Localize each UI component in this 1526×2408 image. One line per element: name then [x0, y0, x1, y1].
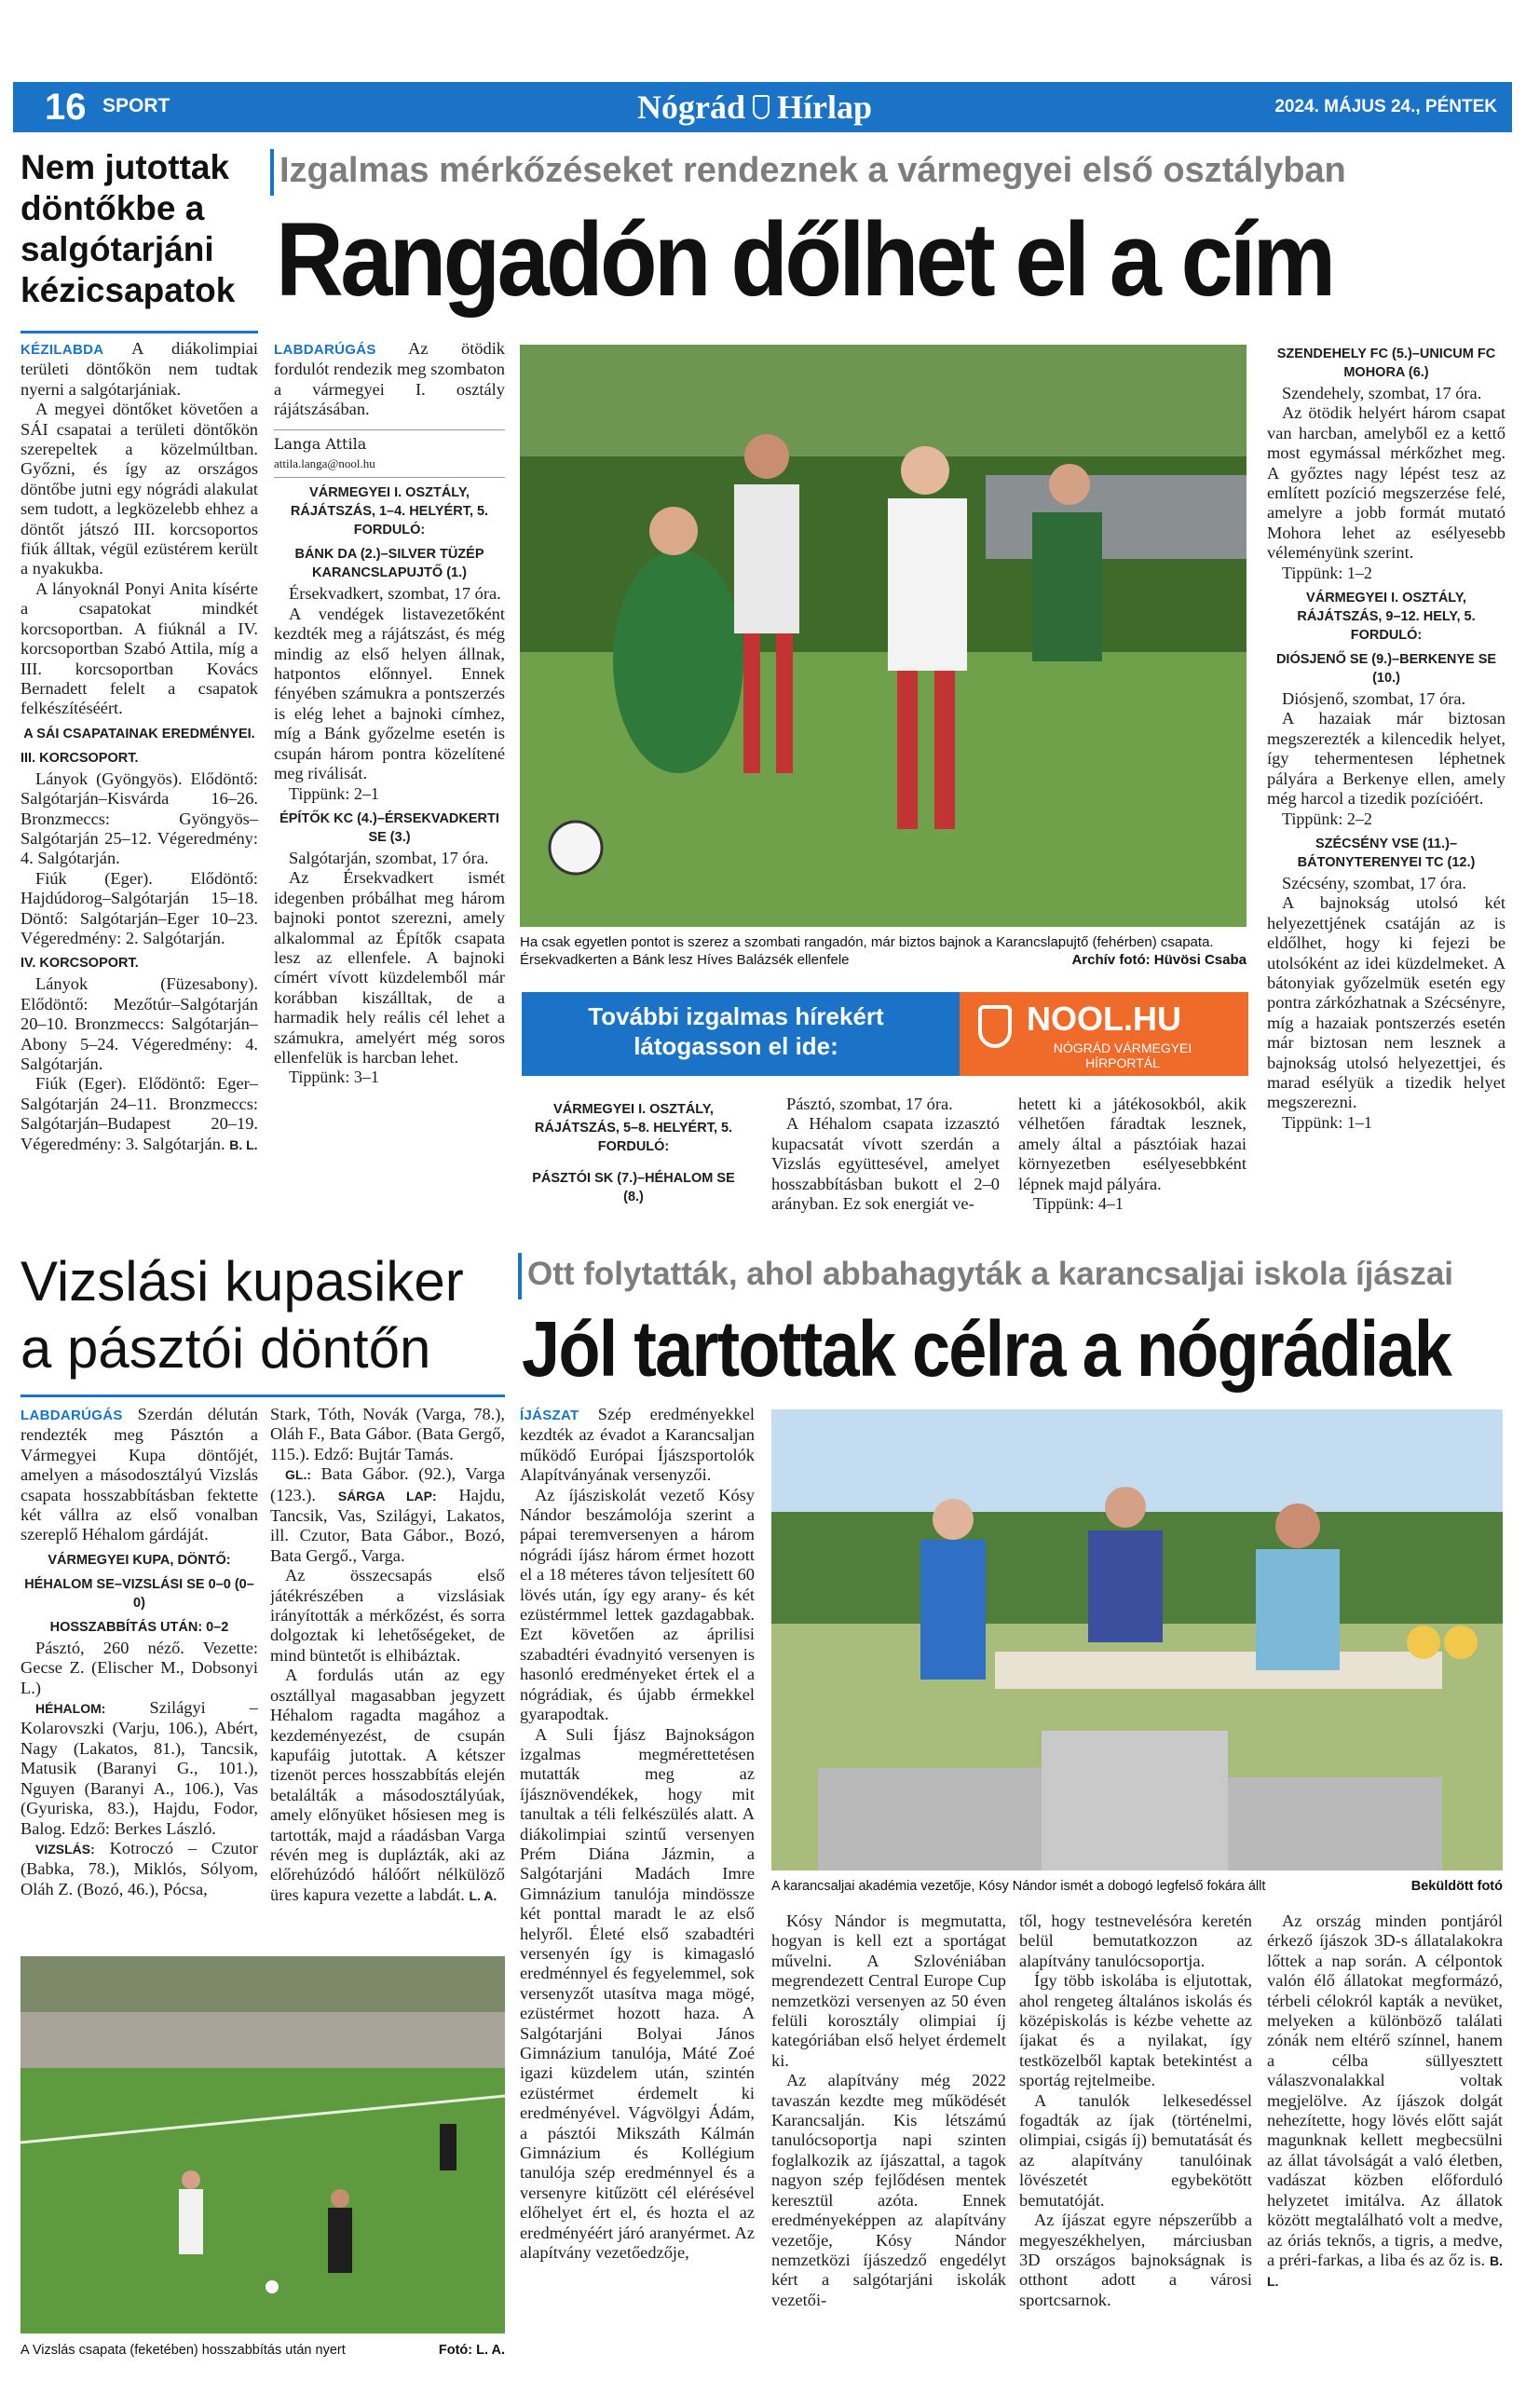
football-col2	[522, 1095, 745, 1234]
cup-kicker: LABDARÚGÁS	[20, 1408, 123, 1423]
group-title: IV. KORCSOPORT.	[20, 956, 139, 972]
ad-logo-sub: NÓGRÁD VÁRMEGYEI	[1053, 1041, 1192, 1055]
result-line: Lányok (Füzesabony). Elődöntő: Mezőtúr–Salgótarján 20–10. Bronzmeccs: Salgótarján–Abony 5–24. Végeredmény: 4. Salgótarján.	[20, 974, 258, 1073]
football-scene	[520, 345, 1247, 927]
paragraph: A bajnokság utolsó két helyezettjének csatáján az is eldőlhet, hogy ki fejezi be utolsóként az idei küzdelmeket. A bátonyiak győzelmük esetén egy pontra zárkózhatnak a Szécsényre, míg a hazaiak pontszerzés esetén már biztosan nem lesznek a bajnokság utolsó helyezettjei, és marad esélyük a tizedik helyet megszerezni.	[1267, 893, 1506, 1112]
archery-col3	[1019, 1911, 1252, 2387]
section-label: SPORT	[102, 95, 170, 116]
goals-text: Bata Gábor. (92.), Varga (123.).	[270, 1464, 505, 1504]
result-line: Fiúk (Eger). Elődöntő: Eger–Salgótarján 24–11. Bronzmeccs: Salgótarján–Budapest 20–19. Végeredmény: 3. Salgótarján.	[20, 1074, 258, 1153]
paragraph: Szendehely, szombat, 17 óra.	[1282, 384, 1482, 402]
lineup-label: VIZSLÁS:	[35, 1841, 95, 1857]
paragraph: Pásztó, szombat, 17 óra.	[786, 1095, 953, 1113]
cup-photo	[20, 1956, 505, 2333]
masthead-left: Nógrád	[637, 88, 745, 126]
paragraph: Az alapítvány még 2022 tavaszán kezdte meg működését Karancsalján. Kis létszámú tanulócsoportja napi szinten foglalkozik az íjászattal, a tagok nagyon szép fejlődésen mentek keresztül azóta. Ennek eredményeképpen az alapítvány vezetője, Kósy Nándor nemzetközi íjászedző engedélyt kért a salgótarjáni iskolák vezetői-	[771, 2071, 1006, 2309]
tip: Tippünk: 1–2	[1282, 563, 1372, 582]
paragraph: Diósjenő, szombat, 17 óra.	[1282, 689, 1466, 709]
football-kicker-line: Izgalmas mérkőzéseket rendeznek a vármegyei első osztályban	[279, 151, 1346, 190]
caption-text: Ha csak egyetlen pontot is szerez a szombati rangadón, már biztos bajnok a Karancslapujtő (fehérben) csapata. Érsekvadkerten a Bánk lesz Híves Balázsék ellenfele	[520, 934, 1214, 968]
match-title: SZENDEHELY FC (5.)–UNICUM FC MOHORA (6.)	[1276, 347, 1496, 380]
paragraph: Érsekvadkert, szombat, 17 óra.	[289, 584, 501, 604]
nool-ad-banner[interactable]	[522, 992, 1248, 1076]
author-email: attila.langa@nool.hu	[274, 456, 375, 471]
football-col1	[274, 339, 505, 1233]
paragraph: Az Érsekvadkert ismét idegenben próbálhat meg három bajnoki pontot szerezni, amely alkalommal az Építők csapata lesz az ellenfele. A bajnoki címért vívott küzdelemből már korábban kiszálltak, de a harmadik hely reális cél lehet a számukra, amelyért még soros ellenfelük is harcban lehet.	[274, 868, 505, 1067]
football-headline: Rangadón dőlhet el a cím	[276, 201, 1333, 318]
ad-logo-box	[960, 992, 1248, 1076]
paragraph: hetett ki a játékosokból, akik vélhetően fáradtak lesznek, amely által a pásztóiak hazai környezetben esélyesebbként lépnek majd pályára.	[1018, 1095, 1247, 1193]
archery-col4	[1267, 1911, 1503, 2387]
match-title: BÁNK DA (2.)–SILVER TÜZÉP KARANCSLAPUJTŐ (1.)	[294, 547, 484, 581]
caption-text: A karancsaljai akadémia vezetője, Kósy Nándor ismét a dobogó legfelső fokára állt	[771, 1879, 1266, 1894]
page-number: 16	[45, 87, 87, 128]
football-photo	[520, 345, 1247, 927]
tip: Tippünk: 4–1	[1033, 1194, 1124, 1214]
cup-title: VÁRMEGYEI KUPA, DÖNTŐ:	[48, 1552, 231, 1568]
ad-line: További izgalmas hírekért	[588, 1002, 884, 1030]
paragraph: Szécsény, szombat, 17 óra.	[1282, 873, 1466, 892]
paragraph: A Héhalom csapata izzasztó kupacsatát vívott szerdán a Vizslás együttesével, amelyet hosszabbításban bukott el 2–0 arányban. Ez sok energiát ve-	[771, 1114, 1000, 1214]
archery-kicker: ÍJÁSZAT	[520, 1408, 579, 1423]
byline: L. A.	[469, 1887, 497, 1903]
paragraph: Az összecsapás első játékrészében a vizslásiak irányították a mérkőzést, és sorra dolgoztak ki lehetőségeket, de mind büntetőt is elhibáztak.	[270, 1566, 505, 1665]
paragraph: től, hogy testnevelésóra keretén belül bemutatkozzon az alapítvány tanulócsoportja.	[1019, 1911, 1252, 1970]
author-name: Langa Attila	[274, 434, 367, 453]
paragraph: A lányoknál Ponyi Anita kísérte a csapatokat mindkét korcsoportban. A fiúknál a IV. korcsoportban Szabó Attila, míg a III. korcsoportban Kovács Bernadett felelt a csapatok felkészítéséért.	[20, 578, 258, 718]
headline-line: Vizslási kupasiker	[20, 1250, 464, 1313]
crest-icon	[753, 95, 770, 119]
tip: Tippünk: 2–2	[1282, 809, 1372, 828]
result-line: Lányok (Gyöngyös). Elődöntő: Salgótarján–Kisvárda 16–26. Bronzmeccs: Gyöngyös–Salgótarján 25–12. Végeredmény: 4. Salgótarján.	[20, 769, 258, 868]
handball-article	[20, 339, 258, 1233]
page-header	[13, 82, 1512, 132]
masthead-logo	[637, 88, 872, 127]
tip: Tippünk: 3–1	[289, 1068, 379, 1087]
tip: Tippünk: 2–1	[289, 783, 379, 803]
headline-line: a pásztói döntőn	[20, 1317, 431, 1380]
archery-lead: Szép eredményekkel kezdték az évadot a Karancsaljan működő Európai Íjászsportolók Alapítványának versenyzői.	[520, 1405, 755, 1485]
round-title: VÁRMEGYEI I. OSZTÁLY, RÁJÁTSZÁS, 9–12. HELY, 5. FORDULÓ:	[1297, 591, 1476, 644]
masthead-right: Hírlap	[777, 88, 873, 126]
round-title: VÁRMEGYEI I. OSZTÁLY, RÁJÁTSZÁS, 1–4. HELYÉRT, 5. FORDULÓ:	[290, 485, 489, 538]
nool-shield-icon	[978, 1005, 1012, 1048]
divider	[518, 1253, 522, 1299]
cup-photo-caption	[20, 2342, 505, 2360]
paragraph: A hazaiak már biztosan megszerezték a kilencedik helyet, így tehermentesen léphetnek pályára a Berkenye ellen, amely még harcol a tizedik pozícióért.	[1267, 709, 1506, 809]
paragraph: Stark, Tóth, Novák (Varga, 78.), Oláh F., Bata Gábor. (Bata Gergő, 115.). Edző: Bujtár Tamás.	[270, 1405, 505, 1463]
lineup-text: Szilágyi – Kolarovszki (Varju, 106.), Abért, Nagy (Lakatos, 81.), Tancsik, Matusik (Baranyi G., 101.), Nguyen (Baranyi A., 106.), Vas (Gyuriska, 83.), Hajdu, Fodor, Balog. Edző: Berkes László.	[20, 1698, 258, 1838]
archery-scene	[771, 1409, 1503, 1871]
ad-text	[522, 1001, 950, 1061]
paragraph: A megyei döntőket követően a SÁI csapatai a területi döntőkön szerepeltek a közelmúltban. Győzni, és így az országos döntőbe jutni egy nógrádi alakulat sem tudott, a legközelebb ehhez a döntőt játszó III. korcsoportos fiúk álltak, végül ezüstérem került a nyakukba.	[20, 400, 258, 578]
ad-line: látogasson el ide:	[634, 1032, 838, 1060]
handball-lead: A diákolimpiai területi döntőkön nem tudtak nyerni a salgótarjániak.	[20, 339, 258, 399]
paragraph: Így több iskolába is eljutottak, ahol rengeteg általános iskolás és középiskolás is kézbe vehette az íjakat és a nyilakat, így testközelből kaptak betekintést a sportág rejtelmeibe.	[1019, 1971, 1252, 2090]
photo-credit: Archív fotó: Hüvösi Csaba	[1071, 952, 1247, 968]
cup-headline	[20, 1248, 505, 1382]
caption-text: A Vizslás csapata (feketében) hosszabbítás után nyert	[20, 2343, 346, 2358]
archery-col2	[771, 1911, 1006, 2387]
archery-kicker-line: Ott folytatták, ahol abbahagyták a karancsaljai iskola íjászai	[527, 1256, 1454, 1292]
cup-scene	[20, 1956, 505, 2333]
football-kicker: LABDARÚGÁS	[274, 342, 376, 358]
ad-logo-text: NOOL.HU	[1027, 1000, 1181, 1038]
paragraph: A vendégek listavezetőként kezdték meg a rájátszást, és még mindig az első helyen állnak, hatpontos előnnyel. Ennek fényében számukra a pontszerzés is elég lehet a bajnoki címhez, míg a Bánk győzelme esetén is csupán három pontra közelítené meg riválisát.	[274, 604, 505, 783]
results-title: A SÁI CSAPATAINAK EREDMÉNYEI.	[23, 726, 255, 741]
archery-col1	[520, 1405, 755, 2383]
paragraph: A fordulás után az egy osztállyal magasabban jegyzett Héhalom ragadta magához a kezdeményezést, de csupán kapufáig jutottak. A kétszer tizenöt perces hosszabbítás elején betalálták a másodosztályúak, amely előnyüket hősiesen meg is tartották, majd a ráadásban Varga révén meg is duplázták, aki az előrehúzódó hálóőrt nélkülöző üres kapura vezette a labdát.	[270, 1666, 505, 1904]
divider	[20, 331, 258, 333]
handball-kicker: KÉZILABDA	[20, 342, 104, 358]
match-title: ÉPÍTŐK KC (4.)–ÉRSEKVADKERTI SE (3.)	[279, 810, 499, 845]
paragraph: Pásztó, 260 néző. Vezette: Gecse Z. (Elischer M., Dobsonyi L.)	[20, 1638, 258, 1697]
yellow-label: SÁRGA LAP:	[337, 1488, 437, 1503]
match-title: DIÓSJENŐ SE (9.)–BERKENYE SE (10.)	[1275, 652, 1497, 687]
yellow-text: Hajdu, Tancsik, Vas, Szilágyi, Lakatos, ill. Czutor, Bata Gábor., Bozó, Bata Gergő., Varga.	[270, 1485, 505, 1565]
issue-date: 2024. MÁJUS 24., PÉNTEK	[1274, 97, 1497, 116]
byline: B. L.	[1267, 2252, 1503, 2290]
cup-col2	[270, 1405, 505, 1954]
paragraph: Az ország minden pontjáról érkező íjászok 3D-s állatalakokra lőttek a nap során. A célpontok valón élő állatokat megformázó, térbeli célokról kapták a nevüket, melyeken a különböző találati zónák nem eltérő színnel, hanem a célba süllyesztett válaszvonalakkal voltak megjelölve. Az íjászok dolgát nehezítette, hogy lövés előtt saját magunknak kellett megbecsülni az állat távolságát a való életben, vadászat közben előforduló helyzetet imitálva. Az állatok között megtalálható volt a medve, az óriás teknős, a tigris, a medve, a préri-farkas, a liba és az őz is.	[1267, 1911, 1503, 2269]
paragraph: Az ötödik helyért három csapat van harcban, amelyből ez a kettő most egymással mérkőzhet meg. A győztes nagy lépést tesz az említett pozíció megszerzése felé, amelyre a jobb formát mutató Mohora lehet az esélyesebb véleményünk szerint.	[1267, 403, 1506, 563]
football-lead: Az ötödik fordulót rendezik meg szombaton a vármegyei I. osztály rájátszásában.	[274, 339, 505, 419]
round-title: VÁRMEGYEI I. OSZTÁLY, RÁJÁTSZÁS, 5–8. HELYÉRT, 5. FORDULÓ:	[534, 1102, 733, 1154]
paragraph: A tanulók lelkesedéssel fogadták az íjak (történelmi, olimpiai, csigás íj) bemutatását és az alapítvány tanulóinak lövészetét egybekötött bemutatóját.	[1019, 2090, 1252, 2210]
cup-lead: Szerdán délután rendezték meg Pásztón a Vármegyei Kupa döntőjét, amelyen a másodosztályú Vizslás csapata hosszabbításban fektette két vállra az első vonalban szereplő Héhalom gárdáját.	[20, 1405, 258, 1544]
match-title: SZÉCSÉNY VSE (11.)–BÁTONYTERENYEI TC (12.)	[1297, 836, 1476, 870]
football-col4	[1018, 1095, 1247, 1234]
photo-credit: Beküldött fotó	[1410, 1879, 1503, 1894]
photo-credit: Fotó: L. A.	[438, 2343, 505, 2358]
archery-headline: Jól tartottak célra a nógrádiak	[522, 1305, 1451, 1393]
tip: Tippünk: 1–1	[1282, 1112, 1372, 1132]
paragraph: Az íjásziskolát vezető Kósy Nándor beszámolója szerint a pápai teremversenyen a három nógrádi íjász három érmet hozott el a 18 méteres távon teljesített 60 lövés után, így egy arany- és két ezüstérmmel lettek gazdagabbak. Ezt követően az áprilisi szabadtéri évadnyitó versenyen is hasonló eredményeket értek el a nógrádiak, és újabb érmekkel gyarapodtak.	[520, 1485, 755, 1724]
paragraph: Az íjászat egyre népszerűbb a megyeszékhelyen, márciusban 3D országos bajnokságnak is otthont adott a városi sportcsarnok.	[1019, 2211, 1252, 2309]
group-title: III. KORCSOPORT.	[20, 750, 139, 766]
match-title: HOSSZABBÍTÁS UTÁN: 0–2	[49, 1619, 229, 1635]
football-col3	[771, 1095, 1000, 1234]
result-line: Fiúk (Eger). Elődöntő: Hajdúdorog–Salgótarján 15–18. Döntő: Salgótarján–Eger 10–23. Végeredmény: 2. Salgótarján.	[20, 868, 258, 947]
lineup-label: HÉHALOM:	[35, 1701, 106, 1717]
football-photo-caption	[520, 933, 1247, 969]
cup-col1	[20, 1405, 258, 1954]
match-title: PÁSZTÓI SK (7.)–HÉHALOM SE (8.)	[532, 1171, 735, 1204]
paragraph: A Suli Íjász Bajnokságon izgalmas megmérettetésen mutatták meg az íjásznövendékek, hogy mit tanultak a téli felkészülés alatt. A diákolimpiai szintű versenyen Prém Diána Jázmin, a Salgótarjáni Madách Imre Gimnázium tanulója mindössze két ponttal maradt le az első helyről. Életé első szabadtéri versenyén így is kimagasló eredménnyel és fegyelemmel, sok versenyzőt utasítva maga mögé, ezüstérmet hozott haza. A Salgótarjáni Bolyai János Gimnázium tanulója, Máté Zoé igazi küzdelem után, szintén ezüstérmet érdemelt ki eredményével. Vágvölgyi Ádám, a pásztói Mikszáth Kálmán Gimnázium és Kollégium tanulója szép eredménnyel és a versenyre kitűzött cél elérésével előhelyet ért el, és hozta el az eredményéért járó aranyérmet. Az alapítvány vezetőedzője,	[520, 1724, 755, 2263]
goals-label: GL.:	[285, 1467, 311, 1483]
ad-logo-sub: HÍRPORTÁL	[1085, 1055, 1160, 1070]
divider	[20, 1394, 505, 1397]
match-title: HÉHALOM SE–VIZSLÁSI SE 0–0 (0–0)	[24, 1576, 254, 1611]
paragraph: Kósy Nándor is megmutatta, hogyan is kell ezt a sportágat művelni. A Szlovéniában megrendezett Central Europe Cup nemzetközi versenyen az 50 éven felüli korosztály olimpiai íj kategóriában első helyet érdemelt ki.	[771, 1911, 1006, 2070]
football-col5	[1267, 339, 1506, 1233]
paragraph: Salgótarján, szombat, 17 óra.	[289, 848, 489, 867]
handball-headline: Nem jutottak döntőkbe a salgótarjáni kézicsapatok	[20, 148, 236, 309]
byline: B. L.	[229, 1136, 258, 1152]
lineup-text: Kotroczó – Czutor (Babka, 78.), Miklós, Sólyom, Oláh Z. (Bozó, 46.), Pócsa,	[20, 1838, 258, 1898]
archery-photo-caption	[771, 1878, 1503, 1896]
archery-photo	[771, 1409, 1503, 1871]
divider	[270, 149, 274, 196]
